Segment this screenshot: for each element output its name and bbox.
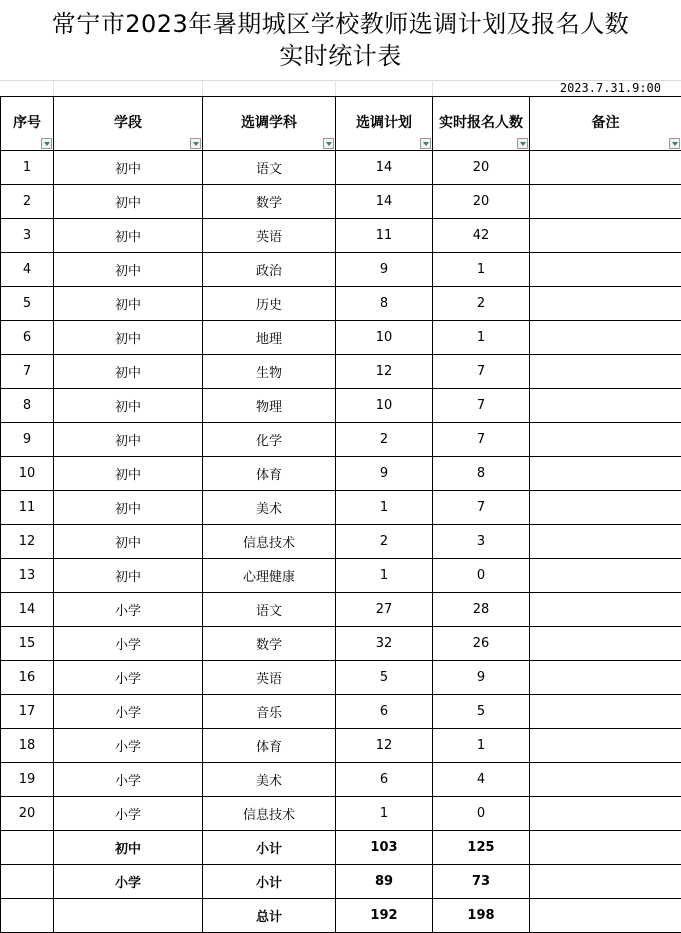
- cell-subject[interactable]: 历史: [203, 287, 336, 321]
- cell-notes[interactable]: [530, 491, 681, 525]
- table-row: [1, 593, 681, 627]
- cell-plan[interactable]: 12: [336, 355, 433, 389]
- cell-plan[interactable]: 2: [336, 525, 433, 559]
- cell-subject[interactable]: 地理: [203, 321, 336, 355]
- cell-index[interactable]: 18: [1, 729, 54, 763]
- cell-plan[interactable]: 192: [336, 899, 433, 933]
- cell-plan[interactable]: 89: [336, 865, 433, 899]
- cell-level[interactable]: 初中: [54, 321, 203, 355]
- cell-notes[interactable]: [530, 831, 681, 865]
- cell-subject[interactable]: 语文: [203, 151, 336, 185]
- cell-subject[interactable]: 信息技术: [203, 797, 336, 831]
- data-table: [0, 96, 681, 933]
- cell-applicants[interactable]: 5: [433, 695, 530, 729]
- cell-applicants[interactable]: 198: [433, 899, 530, 933]
- table-row: [1, 321, 681, 355]
- filter-dropdown-icon[interactable]: [323, 138, 334, 149]
- header-row: [1, 97, 681, 151]
- header-cell-index: 序号: [1, 97, 54, 151]
- cell-level[interactable]: 初中: [54, 559, 203, 593]
- cell-notes[interactable]: [530, 797, 681, 831]
- cell-plan[interactable]: 1: [336, 797, 433, 831]
- cell-index[interactable]: 4: [1, 253, 54, 287]
- sheet-title: [0, 0, 681, 81]
- grid-divider: [202, 80, 203, 96]
- cell-notes[interactable]: [530, 389, 681, 423]
- cell-plan[interactable]: 8: [336, 287, 433, 321]
- grid-divider: [53, 80, 54, 96]
- cell-level[interactable]: 小学: [54, 865, 203, 899]
- grid-divider: [335, 80, 336, 96]
- header-cell-notes: 备注: [530, 97, 681, 151]
- cell-subject[interactable]: 英语: [203, 219, 336, 253]
- cell-subject[interactable]: 语文: [203, 593, 336, 627]
- cell-level[interactable]: 初中: [54, 151, 203, 185]
- cell-subject[interactable]: 体育: [203, 729, 336, 763]
- update-timestamp: 2023.7.31.9:00: [560, 81, 661, 95]
- table-row: [1, 763, 681, 797]
- cell-level[interactable]: 初中: [54, 253, 203, 287]
- cell-level[interactable]: [54, 899, 203, 933]
- cell-level[interactable]: 小学: [54, 593, 203, 627]
- cell-plan[interactable]: 6: [336, 763, 433, 797]
- cell-index[interactable]: 6: [1, 321, 54, 355]
- filter-dropdown-icon[interactable]: [669, 138, 680, 149]
- cell-plan[interactable]: 12: [336, 729, 433, 763]
- cell-index[interactable]: 8: [1, 389, 54, 423]
- cell-index[interactable]: [1, 899, 54, 933]
- cell-level[interactable]: 初中: [54, 219, 203, 253]
- cell-plan[interactable]: 32: [336, 627, 433, 661]
- cell-notes[interactable]: [530, 457, 681, 491]
- cell-index[interactable]: 10: [1, 457, 54, 491]
- cell-applicants[interactable]: 3: [433, 525, 530, 559]
- cell-applicants[interactable]: 20: [433, 151, 530, 185]
- cell-plan[interactable]: 11: [336, 219, 433, 253]
- summary-row: [1, 899, 681, 933]
- cell-index[interactable]: [1, 831, 54, 865]
- cell-plan[interactable]: 27: [336, 593, 433, 627]
- cell-plan[interactable]: 14: [336, 151, 433, 185]
- table-row: [1, 661, 681, 695]
- cell-applicants[interactable]: 125: [433, 831, 530, 865]
- cell-subject[interactable]: 数学: [203, 627, 336, 661]
- table-row: [1, 287, 681, 321]
- cell-applicants[interactable]: 0: [433, 797, 530, 831]
- cell-index[interactable]: 17: [1, 695, 54, 729]
- cell-notes[interactable]: [530, 593, 681, 627]
- summary-row: [1, 831, 681, 865]
- cell-level[interactable]: 小学: [54, 627, 203, 661]
- cell-subject[interactable]: 化学: [203, 423, 336, 457]
- table-row: [1, 253, 681, 287]
- cell-applicants[interactable]: 42: [433, 219, 530, 253]
- cell-level[interactable]: 小学: [54, 763, 203, 797]
- cell-index[interactable]: 14: [1, 593, 54, 627]
- cell-plan[interactable]: 2: [336, 423, 433, 457]
- cell-subject[interactable]: 音乐: [203, 695, 336, 729]
- cell-applicants[interactable]: 7: [433, 491, 530, 525]
- cell-subject[interactable]: 物理: [203, 389, 336, 423]
- cell-notes[interactable]: [530, 695, 681, 729]
- cell-notes[interactable]: [530, 219, 681, 253]
- cell-level[interactable]: 初中: [54, 185, 203, 219]
- cell-applicants[interactable]: 7: [433, 423, 530, 457]
- table-row: [1, 627, 681, 661]
- filter-dropdown-icon[interactable]: [41, 138, 52, 149]
- cell-notes[interactable]: [530, 763, 681, 797]
- cell-plan[interactable]: 1: [336, 491, 433, 525]
- cell-applicants[interactable]: 1: [433, 321, 530, 355]
- cell-notes[interactable]: [530, 253, 681, 287]
- table-row: [1, 491, 681, 525]
- cell-notes[interactable]: [530, 865, 681, 899]
- cell-applicants[interactable]: 0: [433, 559, 530, 593]
- cell-index[interactable]: [1, 865, 54, 899]
- table-row: [1, 729, 681, 763]
- cell-notes[interactable]: [530, 525, 681, 559]
- cell-index[interactable]: 15: [1, 627, 54, 661]
- title-line-1: 常宁市2023年暑期城区学校教师选调计划及报名人数: [52, 8, 630, 40]
- cell-level[interactable]: 初中: [54, 525, 203, 559]
- cell-level[interactable]: 初中: [54, 389, 203, 423]
- cell-index[interactable]: 11: [1, 491, 54, 525]
- cell-applicants[interactable]: 8: [433, 457, 530, 491]
- cell-notes[interactable]: [530, 423, 681, 457]
- cell-level[interactable]: 小学: [54, 661, 203, 695]
- cell-applicants[interactable]: 20: [433, 185, 530, 219]
- table-row: [1, 219, 681, 253]
- cell-notes[interactable]: [530, 729, 681, 763]
- cell-level[interactable]: 初中: [54, 423, 203, 457]
- cell-level[interactable]: 小学: [54, 729, 203, 763]
- cell-subject[interactable]: 总计: [203, 899, 336, 933]
- cell-index[interactable]: 19: [1, 763, 54, 797]
- cell-plan[interactable]: 10: [336, 389, 433, 423]
- cell-index[interactable]: 20: [1, 797, 54, 831]
- table-row: [1, 559, 681, 593]
- table-row: [1, 185, 681, 219]
- cell-plan[interactable]: 9: [336, 253, 433, 287]
- grid-divider: [432, 80, 433, 96]
- cell-plan[interactable]: 1: [336, 559, 433, 593]
- cell-notes[interactable]: [530, 355, 681, 389]
- table-row: [1, 525, 681, 559]
- table-row: [1, 695, 681, 729]
- cell-applicants[interactable]: 1: [433, 253, 530, 287]
- cell-index[interactable]: 7: [1, 355, 54, 389]
- cell-subject[interactable]: 生物: [203, 355, 336, 389]
- cell-level[interactable]: 初中: [54, 457, 203, 491]
- cell-index[interactable]: 1: [1, 151, 54, 185]
- header-cell-subject: 选调学科: [203, 97, 336, 151]
- cell-index[interactable]: 13: [1, 559, 54, 593]
- title-line-2: 实时统计表: [279, 40, 402, 72]
- cell-notes[interactable]: [530, 321, 681, 355]
- cell-plan[interactable]: 103: [336, 831, 433, 865]
- table-row: [1, 389, 681, 423]
- cell-notes[interactable]: [530, 899, 681, 933]
- cell-level[interactable]: 小学: [54, 797, 203, 831]
- cell-subject[interactable]: 心理健康: [203, 559, 336, 593]
- table-row: [1, 151, 681, 185]
- cell-level[interactable]: 初中: [54, 287, 203, 321]
- header-cell-level: 学段: [54, 97, 203, 151]
- cell-index[interactable]: 5: [1, 287, 54, 321]
- filter-dropdown-icon[interactable]: [420, 138, 431, 149]
- cell-subject[interactable]: 小计: [203, 865, 336, 899]
- cell-subject[interactable]: 数学: [203, 185, 336, 219]
- cell-level[interactable]: 初中: [54, 831, 203, 865]
- date-row: [0, 80, 681, 96]
- cell-applicants[interactable]: 1: [433, 729, 530, 763]
- cell-applicants[interactable]: 4: [433, 763, 530, 797]
- cell-index[interactable]: 9: [1, 423, 54, 457]
- cell-index[interactable]: 12: [1, 525, 54, 559]
- cell-plan[interactable]: 6: [336, 695, 433, 729]
- table-row: [1, 797, 681, 831]
- cell-subject[interactable]: 美术: [203, 491, 336, 525]
- cell-plan[interactable]: 14: [336, 185, 433, 219]
- cell-level[interactable]: 初中: [54, 491, 203, 525]
- cell-applicants[interactable]: 7: [433, 355, 530, 389]
- cell-plan[interactable]: 5: [336, 661, 433, 695]
- cell-notes[interactable]: [530, 627, 681, 661]
- cell-plan[interactable]: 10: [336, 321, 433, 355]
- cell-applicants[interactable]: 2: [433, 287, 530, 321]
- cell-applicants[interactable]: 28: [433, 593, 530, 627]
- cell-level[interactable]: 小学: [54, 695, 203, 729]
- cell-subject[interactable]: 体育: [203, 457, 336, 491]
- table-body: [1, 151, 681, 933]
- cell-applicants[interactable]: 7: [433, 389, 530, 423]
- cell-subject[interactable]: 小计: [203, 831, 336, 865]
- cell-index[interactable]: 3: [1, 219, 54, 253]
- cell-applicants[interactable]: 73: [433, 865, 530, 899]
- cell-notes[interactable]: [530, 661, 681, 695]
- table-row: [1, 423, 681, 457]
- cell-index[interactable]: 16: [1, 661, 54, 695]
- cell-notes[interactable]: [530, 151, 681, 185]
- filter-dropdown-icon[interactable]: [190, 138, 201, 149]
- cell-applicants[interactable]: 26: [433, 627, 530, 661]
- cell-subject[interactable]: 美术: [203, 763, 336, 797]
- cell-notes[interactable]: [530, 559, 681, 593]
- header-cell-applicants: 实时报名人数: [433, 97, 530, 151]
- summary-row: [1, 865, 681, 899]
- cell-level[interactable]: 初中: [54, 355, 203, 389]
- cell-applicants[interactable]: 9: [433, 661, 530, 695]
- cell-notes[interactable]: [530, 287, 681, 321]
- cell-notes[interactable]: [530, 185, 681, 219]
- cell-subject[interactable]: 信息技术: [203, 525, 336, 559]
- table-row: [1, 355, 681, 389]
- cell-subject[interactable]: 英语: [203, 661, 336, 695]
- header-cell-plan: 选调计划: [336, 97, 433, 151]
- cell-index[interactable]: 2: [1, 185, 54, 219]
- filter-dropdown-icon[interactable]: [517, 138, 528, 149]
- table-row: [1, 457, 681, 491]
- cell-plan[interactable]: 9: [336, 457, 433, 491]
- cell-subject[interactable]: 政治: [203, 253, 336, 287]
